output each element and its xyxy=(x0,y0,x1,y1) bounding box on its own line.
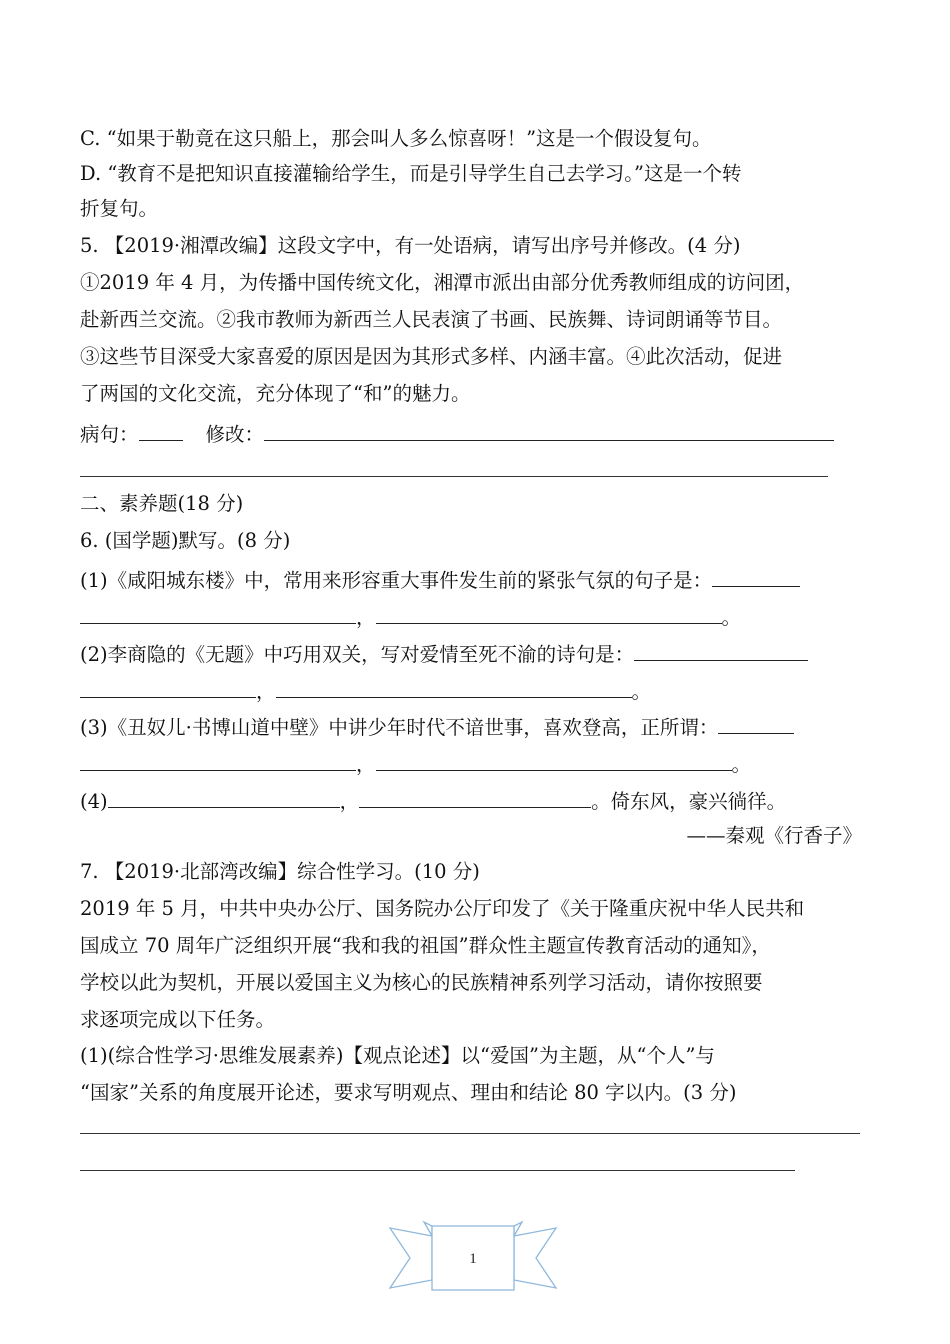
question-7-passage-3: 学校以此为契机，开展以爱国主义为核心的民族精神系列学习活动，请你按照要 xyxy=(80,971,763,994)
question-6-2-blank-c[interactable] xyxy=(276,677,632,698)
question-6-3-blank-c[interactable] xyxy=(376,750,732,771)
question-6-2-blank-b[interactable] xyxy=(80,677,256,698)
comma: ， xyxy=(356,753,376,776)
question-6-4-blank-a[interactable] xyxy=(108,787,340,808)
page-number-ribbon xyxy=(388,1218,558,1300)
question-6-1-blank-a[interactable] xyxy=(712,566,800,587)
question-7-title: 7. 【2019·北部湾改编】综合性学习。(10 分) xyxy=(80,860,480,883)
question-5-answer-row xyxy=(80,420,834,448)
question-6-4-blank-b[interactable] xyxy=(359,787,591,808)
period: 。 xyxy=(721,606,742,629)
comma: ， xyxy=(256,680,276,703)
sick-sentence-label: 病句： xyxy=(80,423,139,446)
question-5-passage-3: ③这些节目深受大家喜爱的原因是因为其形式多样、内涵丰富。④此次活动，促进 xyxy=(80,345,783,368)
question-6-1-text: (1)《咸阳城东楼》中，常用来形容重大事件发生前的紧张气氛的句子是： xyxy=(80,569,713,592)
question-7-1-line-1: (1)(综合性学习·思维发展素养)【观点论述】以“爱国”为主题，从“个人”与 xyxy=(80,1044,715,1067)
fix-blank-line-2[interactable] xyxy=(80,476,828,477)
question-6-1-blank-b[interactable] xyxy=(80,603,356,624)
question-6-3-text: (3)《丑奴儿·书博山道中壁》中讲少年时代不谙世事，喜欢登高，正所谓： xyxy=(80,716,719,739)
fix-label: 修改： xyxy=(205,423,265,446)
question-6-1-blank-c[interactable] xyxy=(376,603,722,624)
period: 。 xyxy=(631,680,652,703)
question-6-3 xyxy=(80,713,794,741)
question-6-3-cont xyxy=(80,750,751,778)
comma: ， xyxy=(356,606,376,629)
comma: ， xyxy=(339,790,360,813)
question-5-title: 5. 【2019·湘潭改编】这段文字中，有一处语病，请写出序号并修改。(4 分) xyxy=(80,234,741,257)
question-7-passage-4: 求逐项完成以下任务。 xyxy=(80,1008,276,1031)
question-6-4-source: ——秦观《行香子》 xyxy=(686,824,862,847)
period: 。 xyxy=(731,753,752,776)
answer-line-1[interactable] xyxy=(80,1133,860,1134)
question-6-1-cont xyxy=(80,603,741,631)
question-5-passage-2: 赴新西兰交流。②我市教师为新西兰人民表演了书画、民族舞、诗词朗诵等节目。 xyxy=(80,308,783,331)
option-d-line-1: D. “教育不是把知识直接灌输给学生，而是引导学生自己去学习。”这是一个转 xyxy=(80,162,742,185)
question-7-1-line-2: “国家”关系的角度展开论述，要求写明观点、理由和结论 80 字以内。(3 分) xyxy=(80,1081,737,1104)
page-number: 1 xyxy=(469,1251,477,1267)
question-7-passage-2: 国成立 70 周年广泛组织开展“我和我的祖国”群众性主题宣传教育活动的通知》， xyxy=(80,934,771,957)
question-6-title: 6. (国学题)默写。(8 分) xyxy=(80,529,291,552)
question-5-passage-1: ①2019 年 4 月，为传播中国传统文化，湘潭市派出由部分优秀教师组成的访问团， xyxy=(80,271,805,294)
section-2-title: 二、素养题(18 分) xyxy=(80,492,244,515)
question-6-4-suffix: 。倚东风，豪兴徜徉。 xyxy=(591,790,787,813)
question-6-2-cont xyxy=(80,677,651,705)
option-c: C. “如果于勒竟在这只船上，那会叫人多么惊喜呀！”这是一个假设复句。 xyxy=(80,127,712,150)
question-6-2-blank-a[interactable] xyxy=(634,640,808,661)
question-5-passage-4: 了两国的文化交流，充分体现了“和”的魅力。 xyxy=(80,382,471,405)
question-6-1 xyxy=(80,566,800,594)
question-6-4 xyxy=(80,787,786,815)
question-6-2 xyxy=(80,640,808,668)
question-6-4-prefix: (4) xyxy=(80,790,108,813)
fix-blank[interactable] xyxy=(264,420,834,441)
question-6-3-blank-a[interactable] xyxy=(718,713,794,734)
sick-sentence-blank[interactable] xyxy=(139,420,183,441)
question-6-2-text: (2)李商隐的《无题》中巧用双关，写对爱情至死不渝的诗句是： xyxy=(80,643,635,666)
option-d-line-2: 折复句。 xyxy=(80,197,159,220)
question-6-3-blank-b[interactable] xyxy=(80,750,356,771)
answer-line-2[interactable] xyxy=(80,1170,795,1171)
question-7-passage-1: 2019 年 5 月，中共中央办公厅、国务院办公厅印发了《关于隆重庆祝中华人民共和 xyxy=(80,897,805,920)
